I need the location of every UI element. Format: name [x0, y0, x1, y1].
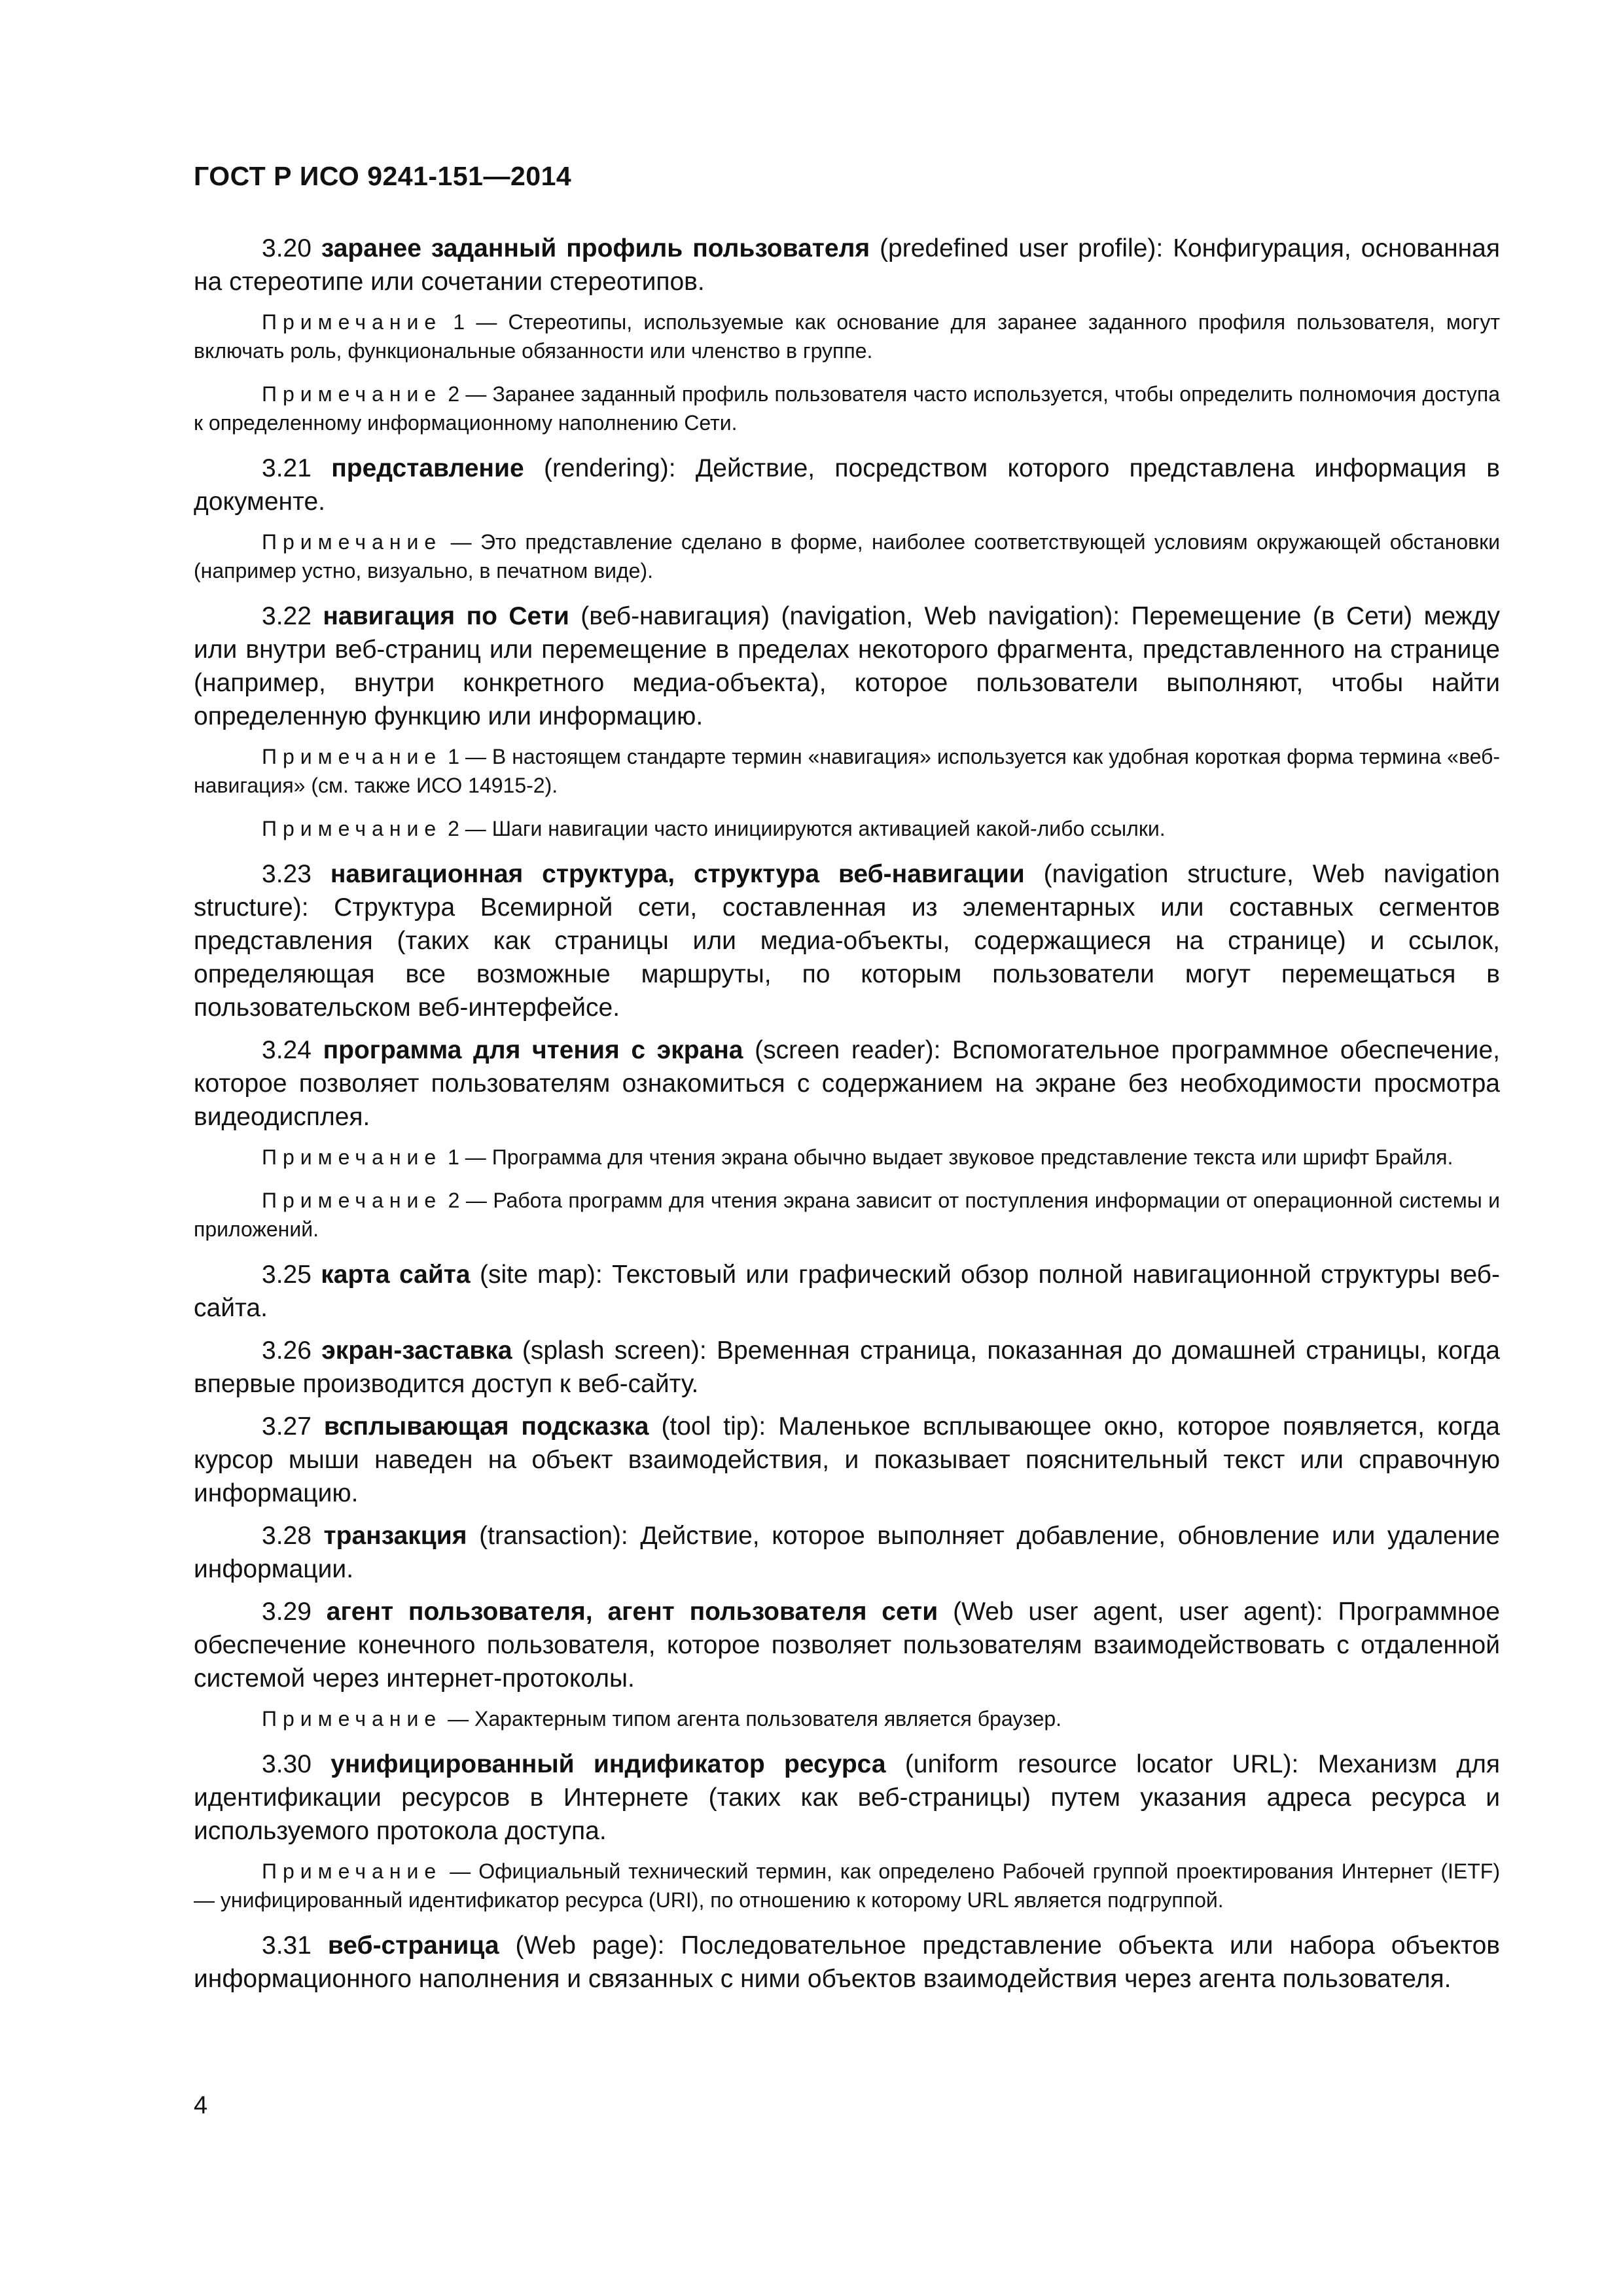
term-number: 3.28 [262, 1522, 312, 1550]
term-text: (Web page): Последовательное представление объекта или набора объектов информационного наполнения и связанных с ними объектов взаимодействия через агента пользователя. [194, 1931, 1500, 1993]
note-text: — Шаги навигации часто инициируются активацией какой-либо ссылки. [459, 817, 1166, 840]
term-text: (rendering): Действие, посредством которого представлена информация в документе. [194, 454, 1500, 516]
term-number: 3.24 [262, 1036, 312, 1064]
note [194, 380, 1500, 437]
term-number: 3.31 [262, 1931, 312, 1960]
term-number: 3.30 [262, 1750, 312, 1778]
note [194, 1857, 1500, 1914]
note [194, 742, 1500, 800]
term-text: (site map): Текстовый или графический обзор полной навигационной структуры веб-сайта. [194, 1261, 1501, 1322]
term-definition [194, 1519, 1500, 1586]
note-index: 1 [442, 745, 459, 768]
term-number: 3.27 [262, 1412, 312, 1441]
note-text: — В настоящем стандарте термин «навигация» используется как удобная короткая форма термина «веб-навигация» (см. также ИСО 14915-2). [194, 745, 1500, 797]
term-definition [194, 600, 1500, 733]
term-title: заранее заданный профиль пользователя [321, 234, 870, 262]
note-label: Примечание [262, 1859, 442, 1883]
note-index: 1 [442, 310, 465, 334]
note-label: Примечание [262, 745, 442, 768]
note-label: Примечание [262, 1707, 442, 1731]
note-label: Примечание [262, 310, 442, 334]
term-definition [194, 452, 1500, 518]
term-number: 3.21 [262, 454, 312, 482]
term-definition [194, 1929, 1500, 1996]
term-title: агент пользователя, агент пользователя сети [326, 1598, 938, 1626]
term-number: 3.26 [262, 1336, 312, 1365]
note-label: Примечание [262, 530, 442, 554]
term-text: (tool tip): Маленькое всплывающее окно, которое появляется, когда курсор мыши наведен на объект взаимодействия, и показывает пояснительный текст или справочную информацию. [194, 1412, 1500, 1507]
note-index: 2 [442, 817, 459, 840]
term-definition [194, 232, 1500, 298]
term-number: 3.25 [262, 1261, 312, 1289]
note-text: — Это представление сделано в форме, наиболее соответствующей условиям окружающей обстановки (например устно, визуально, в печатном виде). [194, 530, 1500, 583]
term-title: экран-заставка [321, 1336, 512, 1365]
term-definition [194, 857, 1500, 1024]
term-number: 3.22 [262, 602, 312, 630]
note-text: — Стереотипы, используемые как основание для заранее заданного профиля пользователя, могут включать роль, функциональные обязанности или членство в группе. [194, 310, 1501, 363]
note [194, 1186, 1500, 1244]
term-text: (Web user agent, user agent): Программное обеспечение конечного пользователя, которое позволяет пользователям взаимодействовать с отдаленной системой через интернет-протоколы. [194, 1598, 1500, 1693]
term-number: 3.29 [262, 1598, 312, 1626]
note-index: 2 [442, 382, 460, 406]
term-title: представление [331, 454, 524, 482]
definitions-list [194, 232, 1500, 2005]
note [194, 814, 1500, 843]
term-text: (predefined user profile): Конфигурация, основанная на стереотипе или сочетании стереотипов. [194, 234, 1500, 296]
term-title: карта сайта [321, 1261, 471, 1289]
note-text: — Заранее заданный профиль пользователя часто используется, чтобы определить полномочия доступа к определенному информационному наполнению Сети. [194, 382, 1501, 435]
term-definition [194, 1410, 1500, 1510]
note-label: Примечание [262, 1189, 442, 1212]
term-definition [194, 1334, 1500, 1401]
page-number: 4 [194, 2092, 208, 2119]
term-text: (uniform resource locator URL): Механизм для идентификации ресурсов в Интернете (таких как веб-страницы) путем указания адреса ресурса и используемого протокола доступа. [194, 1750, 1500, 1845]
note-text: — Характерным типом агента пользователя является браузер. [442, 1707, 1062, 1731]
term-text: (navigation structure, Web navigation structure): Структура Всемирной сети, составленная из элементарных или составных сегментов представления (таких как страницы или медиа-объекты, содержащиеся на странице) и ссылок, определяющая все возможные маршруты, по которым пользователи могут перемещаться в пользовательском веб-интерфейсе. [194, 860, 1500, 1022]
term-number: 3.23 [262, 860, 312, 888]
term-number: 3.20 [262, 234, 312, 262]
term-title: навигация по Сети [323, 602, 569, 630]
term-text: (screen reader): Вспомогательное программное обеспечение, которое позволяет пользователям ознакомиться с содержанием на экране без необходимости просмотра видеодисплея. [194, 1036, 1500, 1131]
note-text: — Работа программ для чтения экрана зависит от поступления информации от операционной системы и приложений. [194, 1189, 1501, 1241]
note [194, 1704, 1500, 1733]
note-label: Примечание [262, 382, 442, 406]
note-label: Примечание [262, 817, 442, 840]
term-text: (transaction): Действие, которое выполняет добавление, обновление или удаление информации. [194, 1522, 1500, 1583]
term-title: транзакция [323, 1522, 467, 1550]
term-definition [194, 1595, 1500, 1695]
term-definition [194, 1748, 1500, 1848]
term-definition [194, 1033, 1500, 1134]
note-index: 1 [442, 1145, 459, 1169]
standard-header: ГОСТ Р ИСО 9241-151—2014 [194, 161, 572, 191]
note-text: — Программа для чтения экрана обычно выдает звуковое представление текста или шрифт Брайля. [459, 1145, 1454, 1169]
term-title: программа для чтения с экрана [323, 1036, 743, 1064]
term-text: (веб-навигация) (navigation, Web navigation): Перемещение (в Сети) между или внутри веб-страниц или перемещение в пределах некоторого фрагмента, представленного на странице (например, внутри конкретного медиа-объекта), которое пользователи выполняют, чтобы найти определенную функцию или информацию. [194, 602, 1500, 730]
note-index: 2 [442, 1189, 460, 1212]
note [194, 308, 1500, 365]
note [194, 528, 1500, 585]
note-label: Примечание [262, 1145, 442, 1169]
term-title: всплывающая подсказка [323, 1412, 649, 1441]
term-text: (splash screen): Временная страница, показанная до домашней страницы, когда впервые производится доступ к веб-сайту. [194, 1336, 1500, 1398]
term-definition [194, 1258, 1500, 1325]
note-text: — Официальный технический термин, как определено Рабочей группой проектирования Интернет (IETF) — унифицированный идентификатор ресурса (URI), по отношению к которому URL является подгруппой. [194, 1859, 1500, 1912]
term-title: навигационная структура, структура веб-навигации [330, 860, 1025, 888]
term-title: веб-страница [327, 1931, 499, 1960]
term-title: унифицированный индификатор ресурса [330, 1750, 886, 1778]
note [194, 1143, 1500, 1172]
